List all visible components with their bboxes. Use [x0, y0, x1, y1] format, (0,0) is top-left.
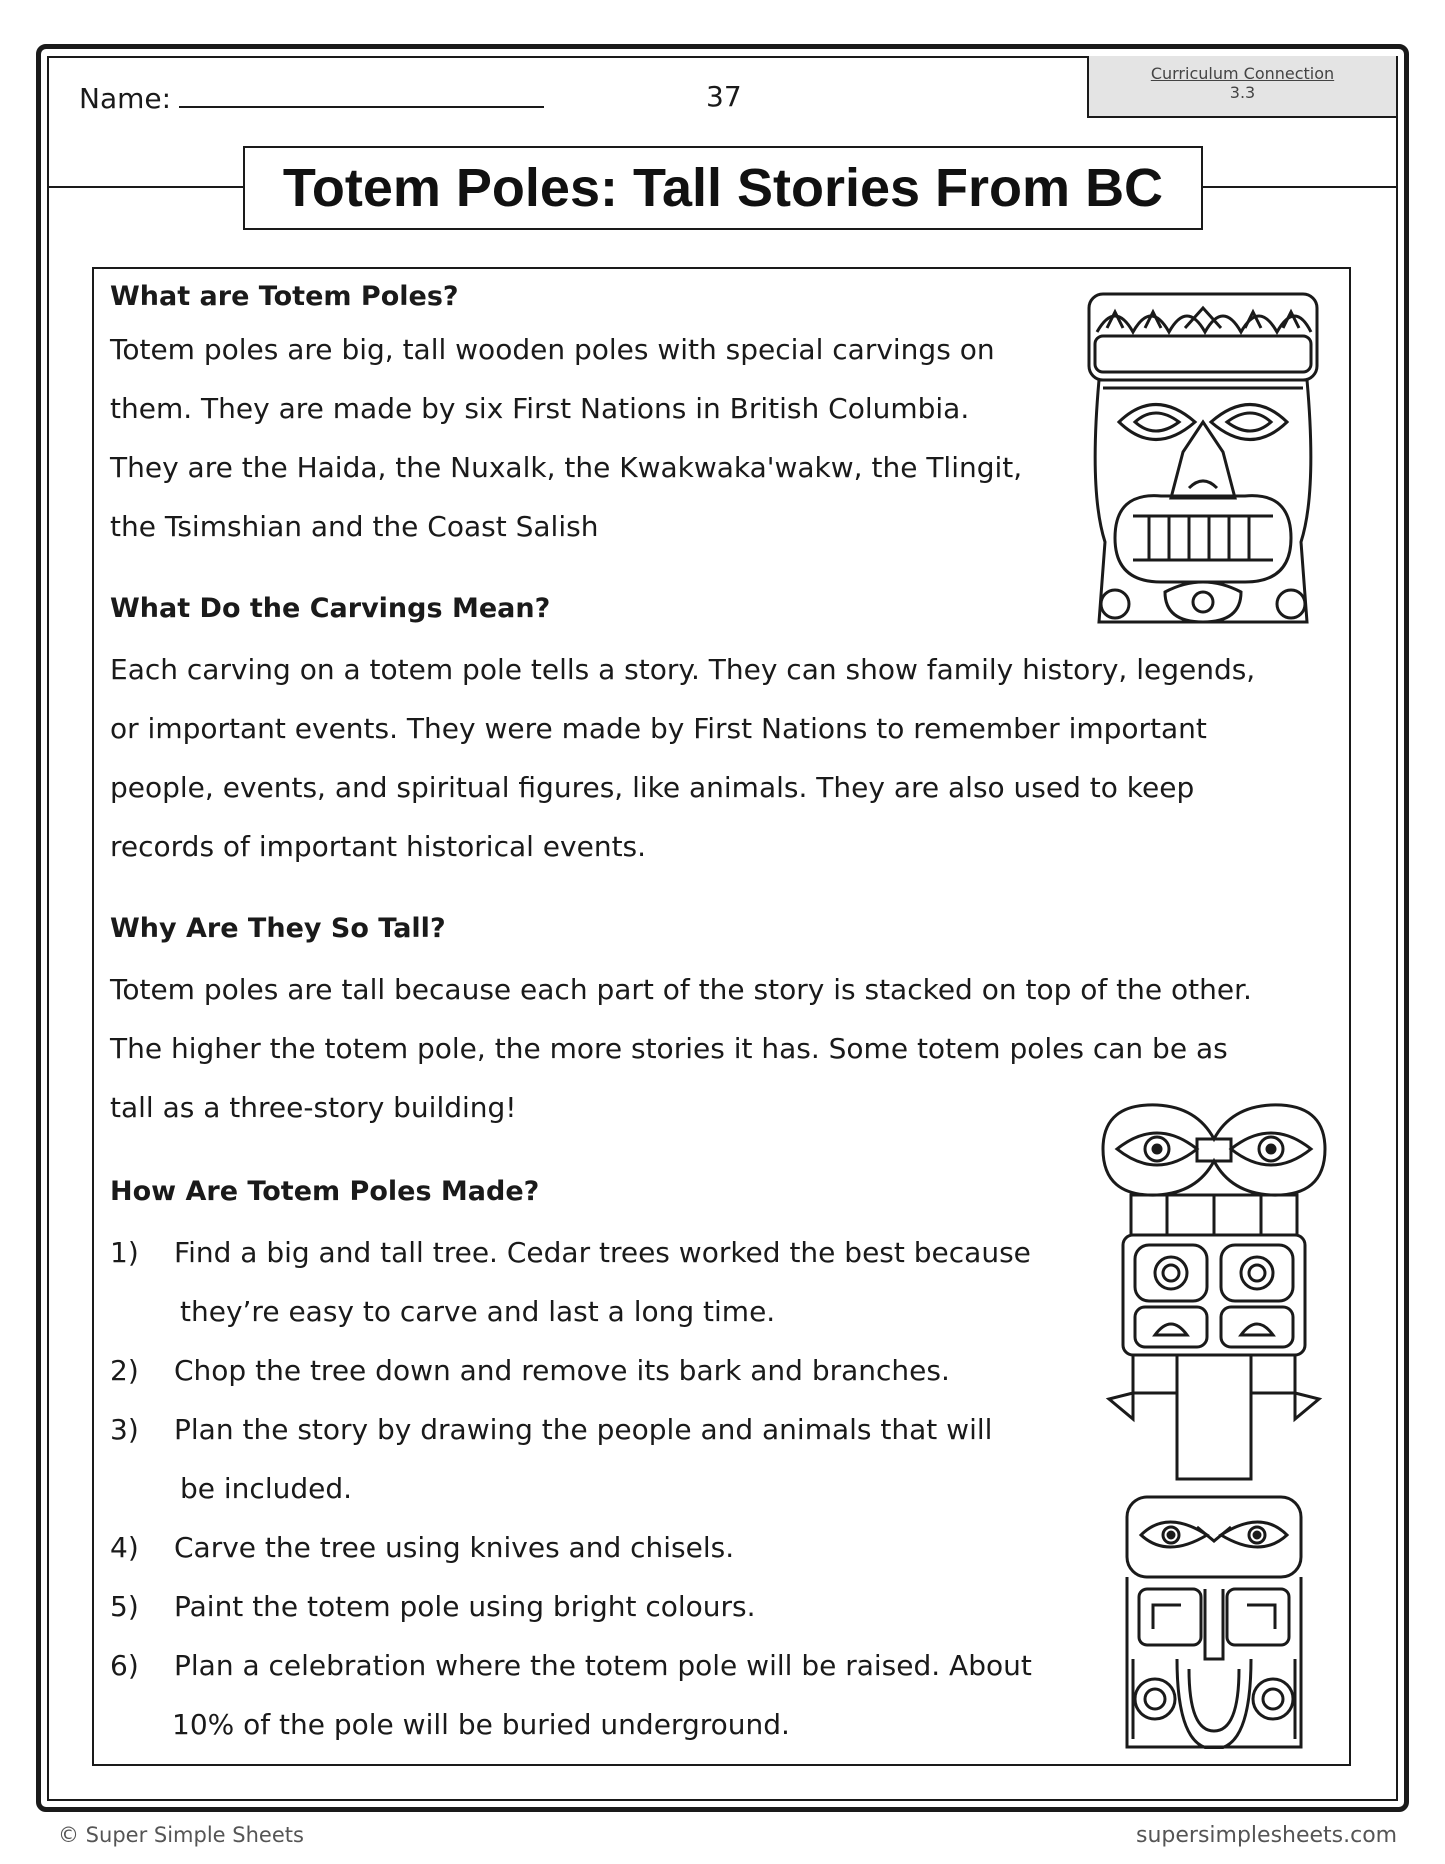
text-line: Totem poles are tall because each part of the story is stacked on top of the other. [110, 973, 1252, 1006]
footer-copyright: © Super Simple Sheets [58, 1823, 304, 1847]
text-line: people, events, and spiritual figures, like animals. They are also used to keep [110, 771, 1195, 804]
list-text: they’re easy to carve and last a long time. [180, 1295, 776, 1328]
list-number: 4) [110, 1531, 139, 1564]
curriculum-code: 3.3 [1229, 83, 1256, 102]
list-text: Plan the story by drawing the people and animals that will [174, 1413, 993, 1446]
text-line: or important events. They were made by First Nations to remember important [110, 712, 1207, 745]
section-heading: What Do the Carvings Mean? [110, 593, 551, 624]
text-line: tall as a three-story building! [110, 1091, 517, 1124]
list-number: 1) [110, 1236, 139, 1269]
section-heading: What are Totem Poles? [110, 281, 459, 312]
curriculum-title: Curriculum Connection [1150, 64, 1335, 83]
list-number: 6) [110, 1649, 139, 1682]
list-number: 3) [110, 1413, 139, 1446]
list-text: be included. [180, 1472, 353, 1505]
list-text: Paint the totem pole using bright colours. [174, 1590, 756, 1623]
title-rule-right [1201, 186, 1396, 188]
page-number: 37 [706, 80, 742, 113]
text-line: records of important historical events. [110, 830, 647, 863]
text-line: them. They are made by six First Nations in British Columbia. [110, 392, 970, 425]
tiki-mask-icon [1085, 292, 1321, 634]
list-text: Carve the tree using knives and chisels. [174, 1531, 735, 1564]
footer-website[interactable]: supersimplesheets.com [1136, 1823, 1398, 1848]
list-text: Find a big and tall tree. Cedar trees worked the best because [174, 1236, 1031, 1269]
curriculum-connection-box [1087, 56, 1396, 118]
title-rule-left [49, 186, 245, 188]
text-line: They are the Haida, the Nuxalk, the Kwakwaka'wakw, the Tlingit, [110, 451, 1023, 484]
list-number: 5) [110, 1590, 139, 1623]
page-title: Totem Poles: Tall Stories From BC [243, 146, 1203, 230]
list-text: 10% of the pole will be buried underground. [172, 1708, 790, 1741]
section-paragraph [110, 960, 1252, 1137]
section-paragraph [110, 640, 1255, 876]
text-line: Each carving on a totem pole tells a story. They can show family history, legends, [110, 653, 1256, 686]
section-paragraph [110, 320, 1022, 556]
name-field[interactable] [79, 80, 544, 115]
name-blank-line[interactable] [179, 80, 544, 108]
section-heading: Why Are They So Tall? [110, 913, 446, 944]
list-text: Chop the tree down and remove its bark and branches. [174, 1354, 950, 1387]
name-label: Name: [79, 82, 172, 115]
section-heading: How Are Totem Poles Made? [110, 1176, 540, 1207]
text-line: the Tsimshian and the Coast Salish [110, 510, 599, 543]
list-text: Plan a celebration where the totem pole will be raised. About [174, 1649, 1032, 1682]
text-line: Totem poles are big, tall wooden poles with special carvings on [110, 333, 995, 366]
text-line: The higher the totem pole, the more stories it has. Some totem poles can be as [110, 1032, 1228, 1065]
totem-pole-icon [1097, 1099, 1331, 1749]
list-number: 2) [110, 1354, 139, 1387]
